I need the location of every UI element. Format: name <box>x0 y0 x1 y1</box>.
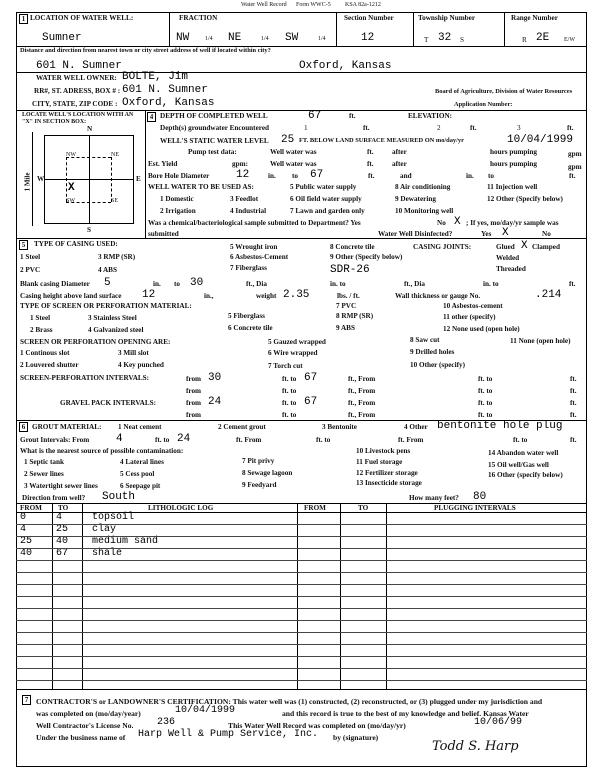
grout-cement: 2 Cement grout <box>218 423 266 431</box>
perf-drilled: 9 Drilled holes <box>410 348 455 356</box>
weight-lbs: lbs. / ft. <box>337 292 360 300</box>
disinfected-label: Water Well Disinfected? <box>378 230 453 238</box>
weight-value: 2.35 <box>283 289 310 301</box>
screen-rmp: 8 RMP (SR) <box>336 312 374 320</box>
spi-ft-from: ft., From <box>348 375 376 383</box>
static-date-value: 10/04/1999 <box>507 134 574 146</box>
log-from: 0 <box>20 512 27 523</box>
screen-galvanized: 4 Galvanized steel <box>88 326 144 334</box>
grout-ft-to-2: ft. to <box>316 436 331 444</box>
township-t: T <box>424 36 429 44</box>
casing-height-in: in., <box>204 292 214 300</box>
use-air-conditioning: 8 Air conditioning <box>395 183 451 191</box>
depth-label: DEPTH OF COMPLETED WELL <box>160 112 268 120</box>
log-grid-line <box>16 656 587 657</box>
log-header-to: TO <box>58 504 69 512</box>
contam-abandoned: 14 Abandon water well <box>488 449 559 457</box>
screen-label: TYPE OF SCREEN OR PERFORATION MATERIAL: <box>20 302 192 310</box>
elevation-label: ELEVATION: <box>408 112 453 120</box>
direction-label: Direction from well? <box>22 494 86 502</box>
spi-ft-end: ft. <box>570 375 577 383</box>
blank-ft-end: ft. <box>569 280 576 288</box>
screen-other: 11 other (specify) <box>443 313 496 321</box>
screen-abs: 9 ABS <box>336 324 355 332</box>
grout-ft-end: ft. <box>570 436 577 444</box>
contam-other: 16 Other (specify below) <box>488 471 563 479</box>
bore-to-value: 67 <box>310 169 324 181</box>
blank-to: to <box>174 280 180 288</box>
nw-label: NW <box>66 152 76 158</box>
cert-line-2b: and this record is true to the best of my knowledge and belief. Kansas Water <box>282 709 529 718</box>
gw-1: 1 <box>304 124 308 132</box>
log-grid-line <box>16 560 587 561</box>
contam-cess: 5 Cess pool <box>120 470 155 478</box>
contam-sewer: 2 Sewer lines <box>24 470 64 478</box>
owner-city-value: Oxford, Kansas <box>122 97 215 109</box>
direction-value: South <box>102 491 136 503</box>
casing-height-label: Casing height above land surface <box>20 292 122 300</box>
casing-pvc: 2 PVC <box>20 266 41 274</box>
contam-lagoon: 8 Sewage lagoon <box>242 469 293 477</box>
static-level-value: 25 <box>281 134 295 146</box>
screen-stainless: 3 Stainless Steel <box>88 314 137 322</box>
use-dewatering: 9 Dewatering <box>395 195 436 203</box>
spi-ft-from-2: ft., From <box>348 387 376 395</box>
pump-ft-1: ft. <box>367 148 374 156</box>
log-to: 67 <box>56 548 69 559</box>
gp-ft-end-2: ft. <box>570 411 577 419</box>
plug-header-from: FROM <box>304 504 326 512</box>
feet-value: 80 <box>473 491 487 503</box>
est-yield-label: Est. Yield <box>148 160 178 168</box>
east-label: E <box>136 175 141 183</box>
log-desc: topsoil <box>92 512 135 523</box>
joints-glued: Glued <box>496 243 515 251</box>
section-6-number: 6 <box>19 422 28 432</box>
section-number-value: 12 <box>361 32 375 44</box>
use-label: WELL WATER TO BE USED AS: <box>148 183 254 191</box>
log-to: 25 <box>56 524 69 535</box>
location-label: LOCATION OF WATER WELL: <box>30 14 134 22</box>
bore-ft: ft. <box>368 172 375 180</box>
casing-height-value: 12 <box>142 289 156 301</box>
south-label: S <box>87 226 91 234</box>
owner-address-value: 601 N. Sumner <box>122 84 208 96</box>
perf-label: SCREEN OR PERFORATION OPENING ARE: <box>20 338 171 346</box>
bore-to-2: to <box>488 172 494 180</box>
contam-livestock: 10 Livestock pens <box>356 447 411 455</box>
blank-in-to: in. to <box>330 280 346 288</box>
contam-seepage: 6 Seepage pit <box>120 482 161 490</box>
north-label: N <box>87 125 93 133</box>
pump-test-label: Pump test data: <box>188 148 237 156</box>
township-value: 32 <box>438 32 452 44</box>
screen-concrete: 6 Concrete tile <box>228 324 273 332</box>
gp-to-value: 67 <box>304 396 318 408</box>
screen-steel: 1 Steel <box>30 314 51 322</box>
static-level-suffix: FT. BELOW LAND SURFACE MEASURED ON mo/day/yr <box>299 137 464 144</box>
gw-ft-2: ft. <box>470 124 477 132</box>
city-state-label: CITY, STATE, ZIP CODE : <box>32 100 118 108</box>
casing-rmp: 3 RMP (SR) <box>98 253 136 261</box>
contam-lateral: 4 Lateral lines <box>120 458 164 466</box>
use-lawn-garden: 7 Lawn and garden only <box>290 207 365 215</box>
section-number-label: Section Number <box>344 14 394 22</box>
contamination-label: What is the nearest source of possible contamination: <box>20 447 184 455</box>
feet-label: How many feet? <box>409 494 459 502</box>
township-number-label: Township Number <box>418 14 476 22</box>
static-level-label: WELL'S STATIC WATER LEVEL <box>160 137 269 145</box>
screen-none: 12 None used (open hole) <box>443 325 520 333</box>
casing-steel: 1 Steel <box>20 253 41 261</box>
well-water-was-2: Well water was <box>270 160 317 168</box>
log-grid-line <box>16 644 587 645</box>
fraction-1-4-a: 1/4 <box>205 36 213 42</box>
contam-fuel: 11 Fuel storage <box>356 458 403 466</box>
blank-in-to-2: in. to <box>483 280 499 288</box>
screen-brass: 2 Brass <box>30 326 53 334</box>
gp-ft-to-4: ft. to <box>478 411 493 419</box>
cert-line-3b: This Water Well Record was completed on (mo/day/yr) <box>228 721 406 730</box>
owner-value: BOLTE, Jim <box>122 71 189 83</box>
range-ew: E/W <box>564 37 575 43</box>
joints-clamped: Clamped <box>532 243 560 251</box>
gpm-2: gpm <box>568 163 582 171</box>
use-injection: 11 Injection well <box>487 183 538 191</box>
chem-no-label: No <box>437 219 446 227</box>
gp-from-value: 24 <box>208 396 222 408</box>
gpm-1: gpm <box>568 150 582 158</box>
bore-label: Bore Hole Diameter <box>148 172 210 180</box>
plug-header-to: TO <box>358 504 369 512</box>
after-1: after <box>392 148 407 156</box>
gp-from-2: from <box>186 411 202 419</box>
fraction-quarter-1: NW <box>176 32 190 44</box>
bore-in: in. <box>268 172 276 180</box>
fraction-1-4-c: 1/4 <box>318 36 326 42</box>
wall-value: .214 <box>535 289 562 301</box>
record-date-value: 10/06/99 <box>474 717 523 728</box>
contam-fertilizer: 12 Fertilizer storage <box>356 469 418 477</box>
grout-bentonite: 3 Bentonite <box>322 423 357 431</box>
screen-asbestos: 10 Asbestos-cement <box>443 302 503 310</box>
gpm-colon: gpm: <box>232 160 248 168</box>
fraction-1-4-b: 1/4 <box>261 36 269 42</box>
owner-label: WATER WELL OWNER: <box>36 74 117 82</box>
contam-watertight: 3 Watertight sewer lines <box>24 482 98 490</box>
log-grid-line <box>16 632 587 633</box>
spi-from-2: from <box>186 387 202 395</box>
gp-ft-from-2: ft., From <box>348 411 376 419</box>
joints-threaded: Threaded <box>496 265 526 273</box>
grout-label: GROUT MATERIAL: <box>32 423 102 431</box>
perf-mill: 3 Mill slot <box>118 349 149 357</box>
grout-other-value: bentonite hole plug <box>437 420 563 432</box>
spi-ft-to-2: ft. to <box>478 375 493 383</box>
form-number: Form WWC-5 <box>296 2 331 8</box>
casing-wrought-iron: 5 Wrought iron <box>230 243 278 251</box>
se-label: SE <box>111 198 119 204</box>
use-industrial: 4 Industrial <box>230 207 267 215</box>
screen-pvc: 7 PVC <box>336 302 357 310</box>
township-s: S <box>460 36 464 44</box>
fraction-quarter-3: SW <box>285 32 299 44</box>
log-desc: clay <box>92 524 117 535</box>
hours-pumping-2: hours pumping <box>490 160 537 168</box>
blank-dia-value: 5 <box>104 277 111 289</box>
wall-label: Wall thickness or gauge No. <box>395 292 481 300</box>
grout-ft-to: ft. to <box>155 436 170 444</box>
board-label: Board of Agriculture, Division of Water Resources <box>435 88 573 95</box>
contam-septic: 1 Septic tank <box>24 458 64 466</box>
locate-label: LOCATE WELL'S LOCATION WITH AN "X" IN SECTION BOX: <box>22 112 134 125</box>
blank-to-value: 30 <box>190 277 204 289</box>
address-value: 601 N. Sumner <box>36 60 122 72</box>
perf-none: 11 None (open hole) <box>510 337 571 345</box>
depth-value: 67 <box>308 110 322 122</box>
screen-fiberglass: 5 Fiberglass <box>228 312 265 320</box>
cert-line-4a: Under the business name of <box>36 733 126 742</box>
perf-key: 4 Key punched <box>118 361 164 369</box>
use-oil-field: 6 Oil field water supply <box>290 195 362 203</box>
sw-label: SW <box>66 198 75 204</box>
contam-feedyard: 9 Feedyard <box>242 481 277 489</box>
log-grid-line <box>16 608 587 609</box>
chem-if-yes: ; If yes, mo/day/yr sample was <box>466 219 559 227</box>
license-value: 236 <box>157 717 176 728</box>
spi-ft-to-3: ft. to <box>282 387 297 395</box>
county-value: Sumner <box>42 32 82 44</box>
casing-asbestos: 6 Asbestos-Cement <box>230 253 289 261</box>
bore-ft-2: ft. <box>569 172 576 180</box>
spi-to-value: 67 <box>304 372 318 384</box>
signature: Todd S. Harp <box>432 739 519 754</box>
spi-ft-to: ft. to <box>282 375 297 383</box>
chem-sample-label: Was a chemical/bacteriological sample submitted to Department? Yes <box>148 219 361 227</box>
log-to: 4 <box>56 512 63 523</box>
gravel-label: GRAVEL PACK INTERVALS: <box>60 399 156 407</box>
bore-in-2: in. <box>466 172 474 180</box>
weight-label: weight <box>256 292 277 300</box>
groundwater-label: Depth(s) groundwater Encountered <box>160 124 270 132</box>
hours-pumping-1: hours pumping <box>490 148 537 156</box>
log-header-lithologic: LITHOLOGIC LOG <box>148 504 214 512</box>
spi-label: SCREEN-PERFORATION INTERVALS: <box>20 374 150 382</box>
bore-value: 12 <box>236 169 250 181</box>
spi-ft-to-4: ft. to <box>478 387 493 395</box>
distance-label: Distance and direction from nearest town or city street address of well if located within city? <box>20 47 271 54</box>
bore-to: to <box>292 172 298 180</box>
log-header-from: FROM <box>20 504 42 512</box>
gp-ft-to: ft. to <box>282 399 297 407</box>
use-irrigation: 2 Irrigation <box>160 207 196 215</box>
log-from: 40 <box>20 548 33 559</box>
log-to: 40 <box>56 536 69 547</box>
perf-torch: 7 Torch cut <box>268 362 303 370</box>
perf-louvered: 2 Louvered shutter <box>20 361 79 369</box>
cert-line-4b: by (signature) <box>333 733 379 742</box>
grout-from-value: 4 <box>116 433 123 445</box>
use-other: 12 Other (Specify below) <box>487 195 563 203</box>
grout-ft-from: ft. From <box>236 436 262 444</box>
log-desc: medium sand <box>92 536 159 547</box>
contam-insecticide: 13 Insecticide storage <box>356 479 422 487</box>
casing-other: 9 Other (Specify below) <box>330 253 403 261</box>
log-grid-line <box>16 584 587 585</box>
use-domestic: 1 Domestic <box>160 195 194 203</box>
grout-neat: 1 Neat cement <box>118 423 162 431</box>
spi-from-value: 30 <box>208 372 222 384</box>
chem-no-mark: X <box>454 216 461 228</box>
gw-2: 2 <box>437 124 441 132</box>
cert-line-3a: Well Contractor's License No. <box>36 721 134 730</box>
blank-in: in. <box>153 280 161 288</box>
range-number-label: Range Number <box>511 14 558 22</box>
log-grid-line <box>16 536 587 537</box>
log-grid-line <box>16 620 587 621</box>
plug-header-intervals: PLUGGING INTERVALS <box>434 504 516 512</box>
west-label: W <box>37 175 45 183</box>
use-public-supply: 5 Public water supply <box>290 183 357 191</box>
disinfected-yes-mark: X <box>502 227 509 239</box>
depth-ft: ft. <box>349 112 356 120</box>
grout-intervals-label: Grout Intervals: From <box>20 436 90 444</box>
grout-ft-from-2: ft. From <box>398 436 424 444</box>
ne-label: NE <box>111 152 119 158</box>
gp-ft-to-2: ft. to <box>478 399 493 407</box>
gw-ft-1: ft. <box>363 124 370 132</box>
log-grid-line <box>16 680 587 681</box>
log-grid-line <box>16 572 587 573</box>
perf-wire: 6 Wire wrapped <box>268 349 318 357</box>
gp-ft-to-3: ft. to <box>282 411 297 419</box>
completed-date-value: 10/04/1999 <box>175 705 236 716</box>
cert-line-1: CONTRACTOR'S or LANDOWNER'S CERTIFICATION: This water well was (1) constructed, (2) reconstructed, or (3) plugged under my jurisdiction and <box>36 697 543 706</box>
city-value: Oxford, Kansas <box>299 60 392 72</box>
perf-gauzed: 5 Gauzed wrapped <box>268 338 326 346</box>
contam-pit: 7 Pit privy <box>242 457 275 465</box>
gp-from: from <box>186 399 202 407</box>
casing-concrete: 8 Concrete tile <box>330 243 375 251</box>
perf-other: 10 Other (specify) <box>410 361 465 369</box>
after-2: after <box>392 160 407 168</box>
section-7-number: 7 <box>22 695 31 705</box>
well-water-was-1: Well water was <box>270 148 317 156</box>
use-monitoring: 10 Monitoring well <box>395 207 454 215</box>
chem-submitted: submitted <box>148 230 179 238</box>
log-grid-line <box>16 596 587 597</box>
casing-label: TYPE OF CASING USED: <box>34 240 118 248</box>
gp-ft-end: ft. <box>570 399 577 407</box>
log-grid-line <box>16 548 587 549</box>
casing-abs: 4 ABS <box>98 266 117 274</box>
range-value: 2E <box>536 32 550 44</box>
gw-3: 3 <box>517 124 521 132</box>
grout-other: 4 Other <box>404 423 428 431</box>
blank-casing-label: Blank casing Diameter <box>20 280 90 288</box>
address-label: RR#, ST. ADRESS, BOX # : <box>34 87 121 95</box>
log-from: 4 <box>20 524 27 535</box>
application-number-label: Application Number: <box>454 101 513 108</box>
spi-from: from <box>186 375 202 383</box>
fraction-quarter-2: NE <box>228 32 242 44</box>
gp-ft-from: ft., From <box>348 399 376 407</box>
cert-line-2a: was completed on (mo/day/year) <box>36 709 141 718</box>
blank-ft-dia: ft., Dia <box>246 280 267 288</box>
spi-ft-end-2: ft. <box>570 387 577 395</box>
log-desc: shale <box>92 548 123 559</box>
form-title: Water Well Record <box>241 2 287 8</box>
joints-glued-mark: X <box>521 240 528 252</box>
log-from: 25 <box>20 536 33 547</box>
gw-ft-3: ft. <box>567 124 574 132</box>
grout-ft-to-3: ft. to <box>513 436 528 444</box>
ksa-reference: KSA 82a-1212 <box>345 2 381 8</box>
section-4-number: 4 <box>147 112 156 122</box>
log-grid-line <box>16 524 587 525</box>
casing-fiberglass: 7 Fiberglass <box>230 264 267 272</box>
section-1-number: 1 <box>19 14 28 24</box>
joints-label: CASING JOINTS: <box>413 243 472 251</box>
casing-other-value: SDR-26 <box>330 264 370 276</box>
grout-to-value: 24 <box>177 433 191 445</box>
blank-ft-dia-2: ft., Dia <box>404 280 425 288</box>
disinfected-yes: Yes <box>481 230 492 238</box>
fraction-label: FRACTION <box>179 14 218 22</box>
bore-and: and <box>400 172 412 180</box>
perf-saw: 8 Saw cut <box>410 336 440 344</box>
log-grid-line <box>16 668 587 669</box>
joints-welded: Welded <box>496 254 520 262</box>
well-location-mark: X <box>68 182 75 194</box>
section-5-number: 5 <box>19 240 28 250</box>
perf-continuous: 1 Continous slot <box>20 349 70 357</box>
contam-oil-gas: 15 Oil well/Gas well <box>488 461 549 469</box>
mile-label: 1 Mile <box>23 172 32 192</box>
use-feedlot: 3 Feedlot <box>230 195 259 203</box>
disinfected-no: No <box>542 230 551 238</box>
range-r: R <box>522 36 527 44</box>
pump-ft-2: ft. <box>367 160 374 168</box>
business-name-value: Harp Well & Pump Service, Inc. <box>138 729 319 740</box>
